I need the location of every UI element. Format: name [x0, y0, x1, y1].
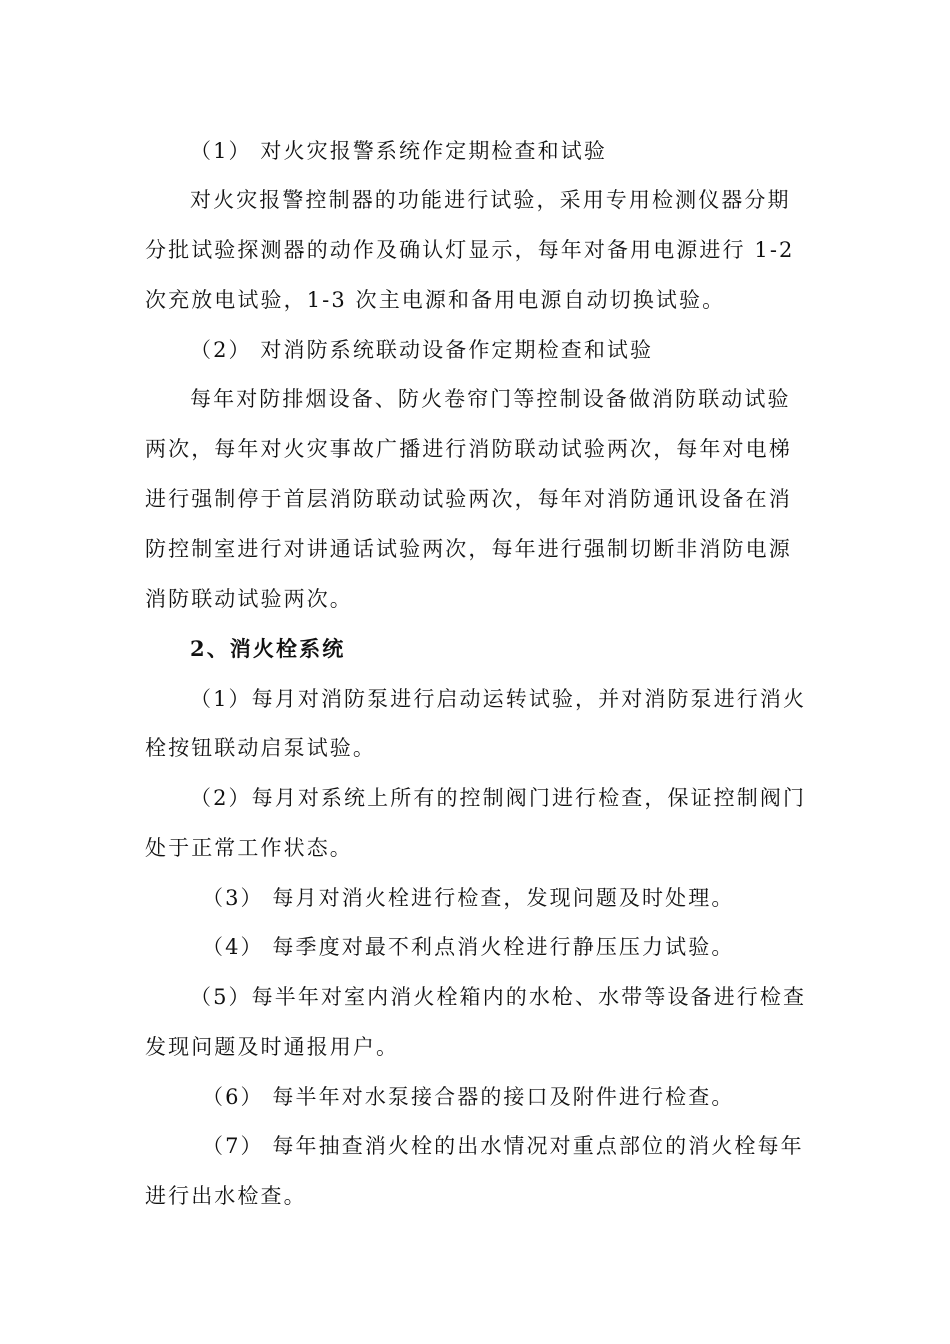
list-item: （7） 每年抽查消火栓的出水情况对重点部位的消火栓每年	[202, 1134, 804, 1158]
list-item: （4） 每季度对最不利点消火栓进行静压压力试验。	[202, 935, 735, 959]
paragraph-line: 每年对防排烟设备、防火卷帘门等控制设备做消防联动试验	[190, 387, 791, 411]
list-item: （1）每月对消防泵进行启动运转试验，并对消防泵进行消火	[190, 687, 807, 711]
paragraph-line: 两次，每年对火灾事故广播进行消防联动试验两次，每年对电梯	[145, 437, 792, 461]
paragraph-line: 进行出水检查。	[145, 1184, 307, 1208]
paragraph-line: 对火灾报警控制器的功能进行试验，采用专用检测仪器分期	[190, 188, 791, 212]
subsection-heading-2: （2） 对消防系统联动设备作定期检查和试验	[190, 338, 654, 362]
paragraph-line: 防控制室进行对讲通话试验两次，每年进行强制切断非消防电源	[145, 537, 792, 561]
list-item: （5）每半年对室内消火栓箱内的水枪、水带等设备进行检查	[190, 985, 807, 1009]
paragraph-line: 消防联动试验两次。	[145, 587, 353, 611]
list-item: （6） 每半年对水泵接合器的接口及附件进行检查。	[202, 1085, 735, 1109]
paragraph-line: 次充放电试验，1-3 次主电源和备用电源自动切换试验。	[145, 288, 726, 312]
section-heading: 2、消火栓系统	[190, 636, 346, 661]
list-item: （2）每月对系统上所有的控制阀门进行检查，保证控制阀门	[190, 786, 807, 810]
paragraph-line: 进行强制停于首层消防联动试验两次，每年对消防通讯设备在消	[145, 487, 792, 511]
subsection-heading-1: （1） 对火灾报警系统作定期检查和试验	[190, 139, 607, 163]
paragraph-line: 发现问题及时通报用户。	[145, 1035, 400, 1059]
paragraph-line: 处于正常工作状态。	[145, 836, 353, 860]
list-item: （3） 每月对消火栓进行检查，发现问题及时处理。	[202, 886, 735, 910]
paragraph-line: 栓按钮联动启泵试验。	[145, 736, 376, 760]
paragraph-line: 分批试验探测器的动作及确认灯显示，每年对备用电源进行 1-2	[145, 238, 795, 262]
